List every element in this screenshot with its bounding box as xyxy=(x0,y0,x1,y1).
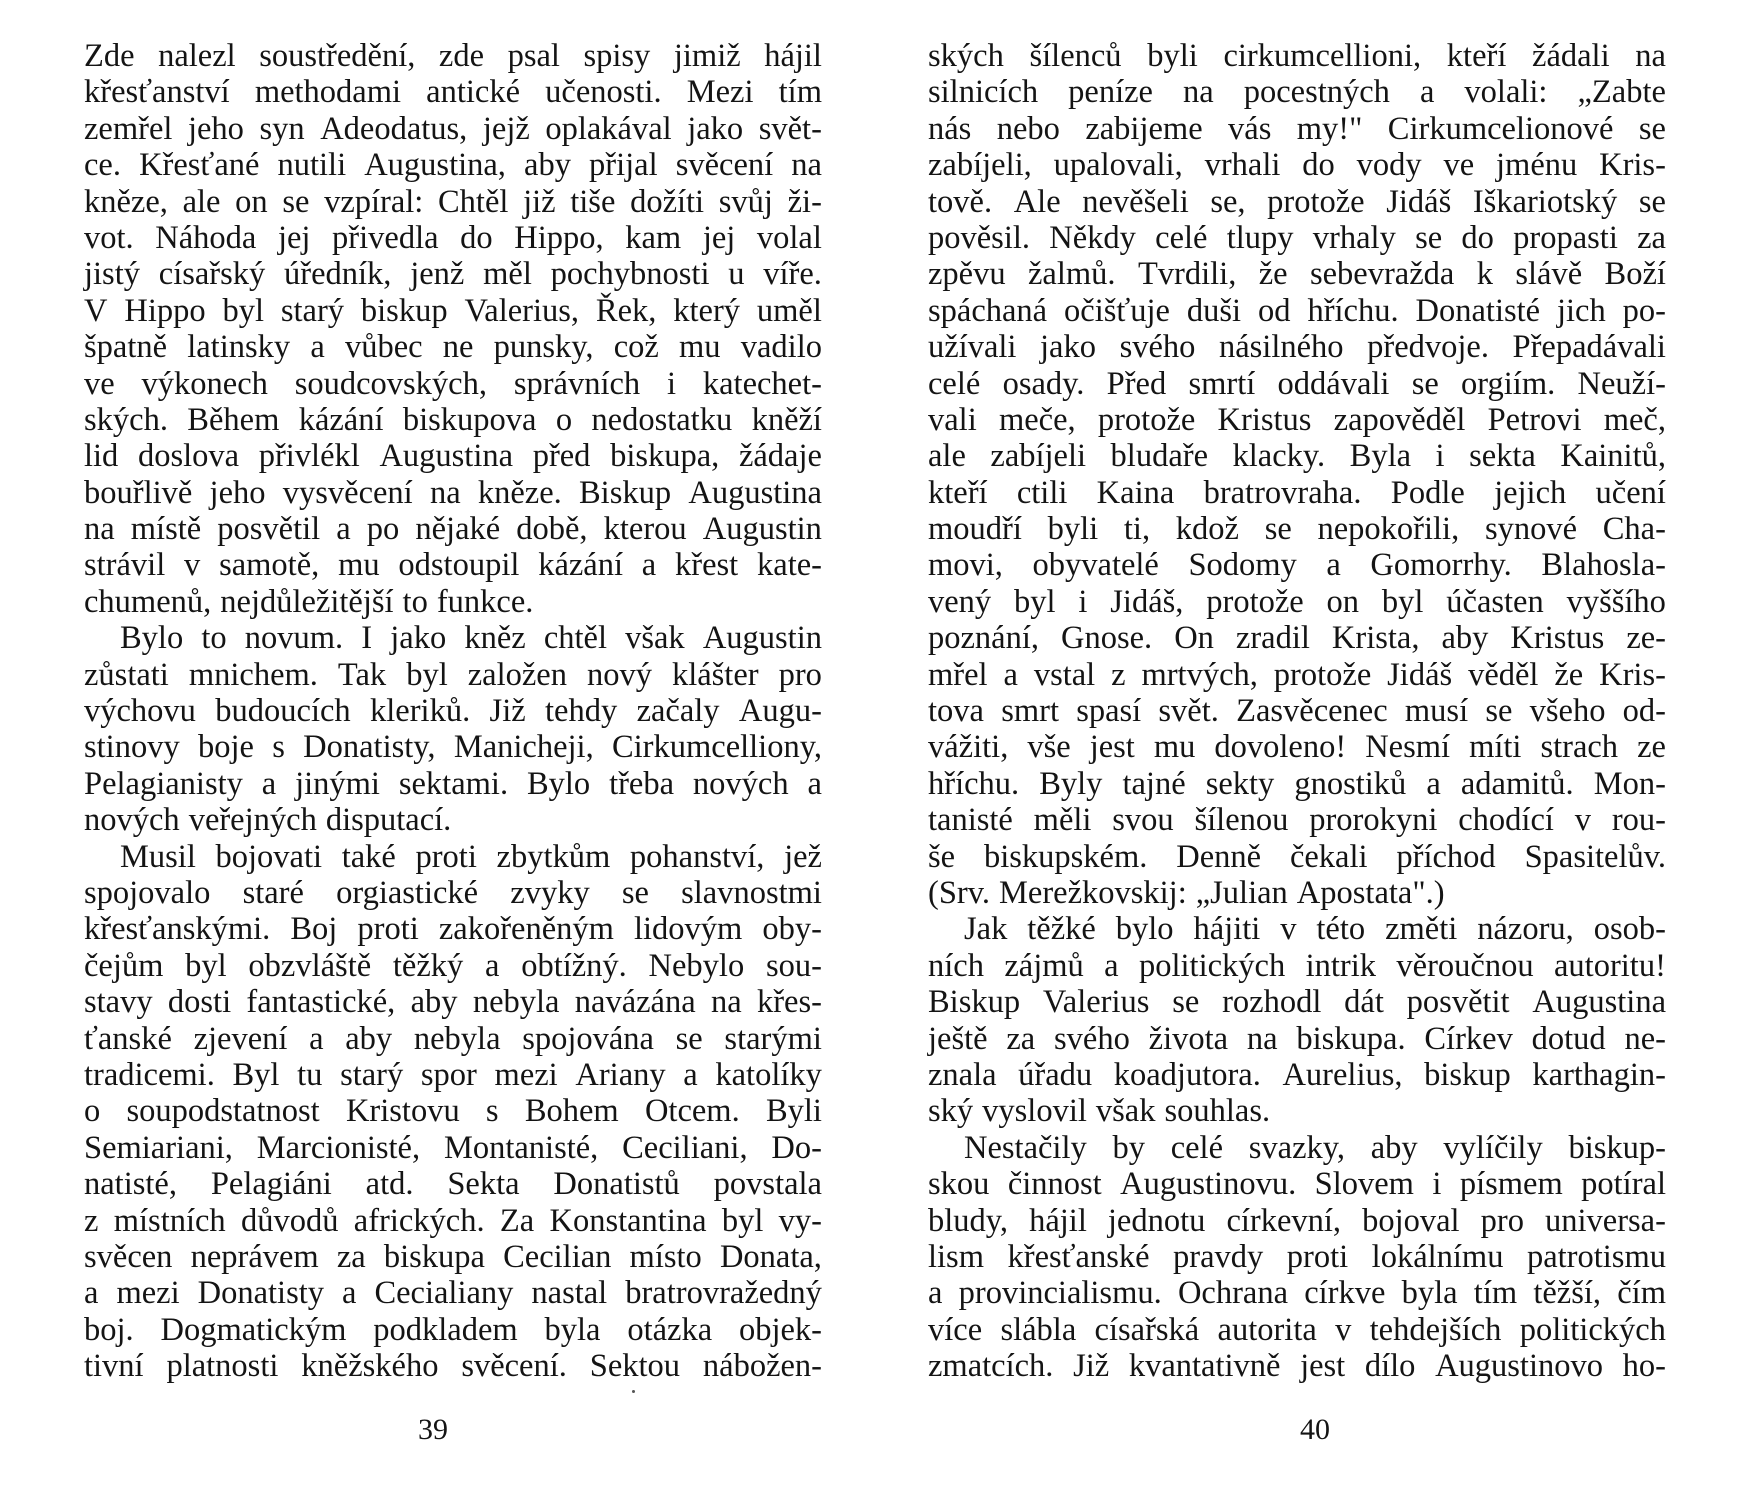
text-line: Musil bojovati také proti zbytkům pohanství, jež xyxy=(120,838,822,875)
text-line: a mezi Donatisty a Cecialiany nastal bratrovražedný xyxy=(84,1275,822,1312)
text-line: silnicích peníze na pocestných a volali: „Zabte xyxy=(928,74,1666,111)
text-line: a provincialismu. Ochrana církve byla tím těžší, čím xyxy=(928,1275,1666,1312)
page-number-right: 40 xyxy=(1300,1413,1330,1446)
text-line: ský vyslovil však souhlas. xyxy=(928,1093,1271,1130)
text-line: špatně latinsky a vůbec ne punsky, což mu vadilo xyxy=(84,329,822,366)
text-line: spáchaná očišťuje duši od hříchu. Donatisté jich po- xyxy=(928,292,1666,329)
text-line: užívali jako svého násilného předvoje. Přepadávali xyxy=(928,329,1666,366)
text-line: Pelagianisty a jinými sektami. Bylo třeba nových a xyxy=(84,765,822,802)
text-line: Nestačily by celé svazky, aby vylíčily biskup- xyxy=(964,1129,1666,1166)
text-line: V Hippo byl starý biskup Valerius, Řek, který uměl xyxy=(84,292,822,329)
text-line: moudří byli ti, kdož se nepokořili, synové Cha- xyxy=(928,511,1666,548)
page-number-left: 39 xyxy=(418,1413,448,1446)
text-line: bludy, hájil jednotu církevní, bojoval pro universa- xyxy=(928,1202,1666,1239)
print-speck xyxy=(632,1390,635,1393)
text-line: Zde nalezl soustředění, zde psal spisy jimiž hájil xyxy=(84,38,822,74)
text-line: více slábla císařská autorita v tehdejších politických xyxy=(928,1311,1666,1348)
text-line: zemřel jeho syn Adeodatus, jejž oplakával jako svět- xyxy=(84,110,822,147)
text-line: hříchu. Byly tajné sekty gnostiků a adamitů. Mon- xyxy=(928,765,1666,802)
text-line: vali meče, protože Kristus zapověděl Petrovi meč, xyxy=(928,401,1666,438)
left-page-text xyxy=(84,38,822,1384)
text-line: skou činnost Augustinovu. Slovem i písmem potíral xyxy=(928,1166,1666,1203)
text-line: křesťanství methodami antické učenosti. Mezi tím xyxy=(84,74,822,111)
text-line: ve výkonech soudcovských, správních i katechet- xyxy=(84,365,822,402)
text-line: ale zabíjeli bludaře klacky. Byla i sekta Kainitů, xyxy=(928,438,1666,475)
text-line: stinovy boje s Donatisty, Manicheji, Cirkumcelliony, xyxy=(84,729,822,766)
text-line: čejům byl obzvláště těžký a obtížný. Nebylo sou- xyxy=(84,947,822,984)
text-line: jistý císařský úředník, jenž měl pochybnosti u víře. xyxy=(84,256,822,293)
text-line: lism křesťanské pravdy proti lokálnímu patrotismu xyxy=(928,1238,1666,1275)
text-line: ských šílenců byli cirkumcellioni, kteří žádali na xyxy=(928,38,1666,74)
text-line: strávil v samotě, mu odstoupil kázání a křest kate- xyxy=(84,547,822,584)
text-line: bouřlivě jeho vysvěcení na kněze. Biskup Augustina xyxy=(84,474,822,511)
text-line: Semiariani, Marcionisté, Montanisté, Ceciliani, Do- xyxy=(84,1129,822,1166)
right-page-text xyxy=(928,38,1666,1384)
text-line: ních zájmů a politických intrik věroučnou autoritu! xyxy=(928,947,1666,984)
text-line: movi, obyvatelé Sodomy a Gomorrhy. Blahosla- xyxy=(928,547,1666,584)
text-line: tova smrt spasí svět. Zasvěcenec musí se všeho od- xyxy=(928,693,1666,730)
text-line: tanisté měli svou šílenou prorokyni chodící v rou- xyxy=(928,802,1666,839)
text-line: chumenů, nejdůležitější to funkce. xyxy=(84,583,534,620)
text-line: zůstati mnichem. Tak byl založen nový klášter pro xyxy=(84,656,822,693)
text-line: zmatcích. Již kvantativně jest dílo Augustinovo ho- xyxy=(928,1348,1666,1385)
text-line: lid doslova přivlékl Augustina před biskupa, žádaje xyxy=(84,438,822,475)
text-line: nových veřejných disputací. xyxy=(84,802,452,839)
text-line: Bylo to novum. I jako kněz chtěl však Augustin xyxy=(120,620,822,657)
text-line: křesťanskými. Boj proti zakořeněným lidovým oby- xyxy=(84,911,822,948)
text-line: ských. Během kázání biskupova o nedostatku kněží xyxy=(84,401,822,438)
text-line: natisté, Pelagiáni atd. Sekta Donatistů povstala xyxy=(84,1166,822,1203)
text-line: ťanské zjevení a aby nebyla spojována se starými xyxy=(84,1020,822,1057)
text-line: vot. Náhoda jej přivedla do Hippo, kam jej volal xyxy=(84,219,822,256)
text-line: ce. Křesťané nutili Augustina, aby přijal svěcení na xyxy=(84,147,822,184)
text-line: vený byl i Jidáš, protože on byl účasten vyššího xyxy=(928,583,1666,620)
text-line: tivní platnosti kněžského svěcení. Sektou nábožen- xyxy=(84,1348,822,1385)
text-line: kněze, ale on se vzpíral: Chtěl již tiše dožíti svůj ži- xyxy=(84,183,822,220)
text-line: spojovalo staré orgiastické zvyky se slavnostmi xyxy=(84,874,822,911)
text-line: pověsil. Někdy celé tlupy vrhaly se do propasti za xyxy=(928,219,1666,256)
text-line: mřel a vstal z mrtvých, protože Jidáš věděl že Kris- xyxy=(928,656,1666,693)
text-line: tradicemi. Byl tu starý spor mezi Ariany a katolíky xyxy=(84,1056,822,1093)
text-line: poznání, Gnose. On zradil Krista, aby Kristus ze- xyxy=(928,620,1666,657)
text-line: ještě za svého života na biskupa. Církev dotud ne- xyxy=(928,1020,1666,1057)
text-line: stavy dosti fantastické, aby nebyla navázána na křes- xyxy=(84,984,822,1021)
text-line: še biskupském. Denně čekali příchod Spasitelův. xyxy=(928,838,1666,875)
text-line: o soupodstatnost Kristovu s Bohem Otcem. Byli xyxy=(84,1093,822,1130)
text-line: celé osady. Před smrtí oddávali se orgiím. Neuží- xyxy=(928,365,1666,402)
text-line: (Srv. Merežkovskij: „Julian Apostata".) xyxy=(928,874,1445,911)
text-line: znala úřadu koadjutora. Aurelius, biskup karthagin- xyxy=(928,1056,1666,1093)
text-line: z místních důvodů afrických. Za Konstantina byl vy- xyxy=(84,1202,822,1239)
text-line: zabíjeli, upalovali, vrhali do vody ve jménu Kris- xyxy=(928,147,1666,184)
text-line: nás nebo zabijeme vás my!" Cirkumcelionové se xyxy=(928,110,1666,147)
text-line: zpěvu žalmů. Tvrdili, že sebevražda k slávě Boží xyxy=(928,256,1666,293)
text-line: Jak těžké bylo hájiti v této změti názoru, osob- xyxy=(964,911,1666,948)
text-line: na místě posvětil a po nějaké době, kterou Augustin xyxy=(84,511,822,548)
text-line: kteří ctili Kaina bratrovraha. Podle jejich učení xyxy=(928,474,1666,511)
text-line: svěcen neprávem za biskupa Cecilian místo Donata, xyxy=(84,1238,822,1275)
text-line: boj. Dogmatickým podkladem byla otázka objek- xyxy=(84,1311,822,1348)
text-line: vážiti, vše jest mu dovoleno! Nesmí míti strach ze xyxy=(928,729,1666,766)
text-line: tově. Ale nevěšeli se, protože Jidáš Iškariotský se xyxy=(928,183,1666,220)
text-line: výchovu budoucích kleriků. Již tehdy začaly Augu- xyxy=(84,693,822,730)
text-line: Biskup Valerius se rozhodl dát posvětit Augustina xyxy=(928,984,1666,1021)
